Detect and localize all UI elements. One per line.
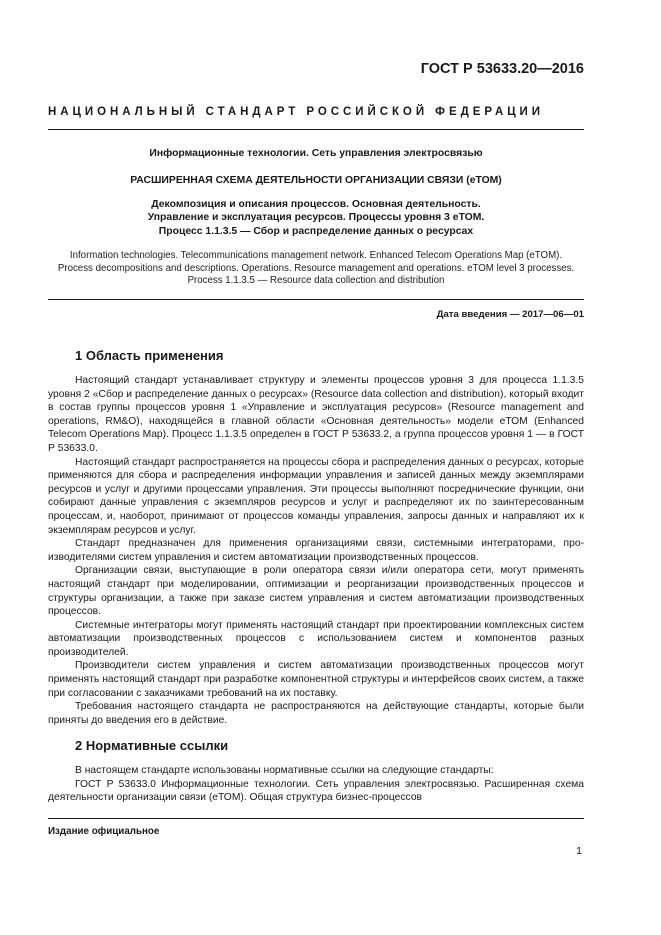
section-2-heading: 2 Нормативные ссылки — [75, 738, 229, 753]
section-2-body — [48, 764, 584, 805]
top-divider — [48, 129, 584, 130]
section-1-paragraph: Производители систем управления и систем автоматизации производственных процессов могут применять настоящий стандарт при разработке компонентной структуры и интерфейсов своих систем, а также при согласовании с заказчиками требований на их поставку. — [48, 660, 584, 699]
english-title-line-3: Process 1.1.3.5 — Resource data collection and distribution — [187, 275, 445, 286]
title-line-2: РАСШИРЕННАЯ СХЕМА ДЕЯТЕЛЬНОСТИ ОРГАНИЗАЦИИ СВЯЗИ (еТОМ) — [130, 175, 502, 186]
section-1-paragraph: Настоящий стандарт устанавливает структуру и элементы процессов уровня 3 для процесса 1.1.3.5 уровня 2 «Сбор и распределение данных о ресурсах» (Resource data collection and distribution), который входит в состав группы процессов уровня 1 «Управление и эксплуатация ресурсов» (Resource management and operations, RM&O), находящейся в главной области «Основная деятельность» модели еТОМ (Enhanced Telecom Operations Map). Процесс 1.1.3.5 определен в ГОСТ Р 53633.2, а группа процессов уровня 1 — в ГОСТ Р 53633.0. — [48, 375, 584, 454]
title-divider — [48, 299, 584, 300]
section-1-paragraph: Стандарт предназначен для применения организациями связи, системными интеграторами, производителями систем управления и систем автоматизации производственных процессов. — [48, 538, 584, 563]
section-1-heading: 1 Область применения — [75, 348, 224, 363]
official-edition-label: Издание официальное — [48, 826, 160, 837]
title-line-5: Процесс 1.1.3.5 — Сбор и распределение данных о ресурсах — [158, 226, 474, 237]
title-line-3: Декомпозиция и описания процессов. Основная деятельность. — [151, 199, 481, 210]
introduction-date: Дата введения — 2017—06—01 — [436, 309, 584, 320]
standard-number: ГОСТ Р 53633.20—2016 — [420, 61, 584, 77]
section-1-body — [48, 374, 584, 727]
section-1-paragraph: Организации связи, выступающие в роли оператора связи и/или оператора сети, могут применять настоящий стандарт при моделировании, оптимизации и реорганизации производственных процессов и структуры организации, а также при заказе систем управления и систем автоматизации производственных процессов. — [48, 565, 584, 618]
title-line-1: Информационные технологии. Сеть управления электросвязью — [149, 148, 483, 159]
english-title-line-2: Process decompositions and descriptions. Operations. Resource management and operations. eTOM level 3 processes. — [57, 262, 575, 274]
section-2-paragraph: В настоящем стандарте использованы нормативные ссылки на следующие стандарты: — [75, 765, 494, 776]
page-number: 1 — [576, 845, 582, 857]
national-standard-banner: НАЦИОНАЛЬНЫЙ СТАНДАРТ РОССИЙСКОЙ ФЕДЕРАЦИИ — [48, 106, 544, 118]
english-title-line-1: Information technologies. Telecommunications management network. Enhanced Telecom Operations Map (eTOM). — [69, 250, 563, 261]
english-title — [48, 250, 584, 288]
footer-divider — [48, 818, 584, 819]
section-2-paragraph: ГОСТ Р 53633.0 Информационные технологии. Сеть управления электросвязью. Расширенная схема деятельности организации связи (еТОМ). Общая структура бизнес-процессов — [48, 778, 584, 804]
section-1-paragraph: Системные интеграторы могут применять настоящий стандарт при проектировании комплексных систем автоматизации производственных процессов с использованием систем и компонентов разных производителей. — [48, 619, 584, 658]
section-1-paragraph: Требования настоящего стандарта не распространяются на действующие стандарты, которые были приняты до введения его в действие. — [48, 701, 584, 726]
section-1-paragraph: Настоящий стандарт распространяется на процессы сбора и распределения данных о ресурсах, которые применяются для сбора и распределения информации управления и записей данных между экземплярами ресурсов и услуг и другими процессами управления. Эти процессы выполняют посреднические функции, они собирают данные управления с экземпляров ресурсов и услуг и распределяют их по заинтересованным процессам, и, наоборот, принимают от процессов команды управления, запросы данных и направляют их к экземплярам ресурсов и услуг. — [48, 456, 584, 536]
title-line-4: Управление и эксплуатация ресурсов. Процессы уровня 3 еТОМ. — [147, 212, 485, 223]
